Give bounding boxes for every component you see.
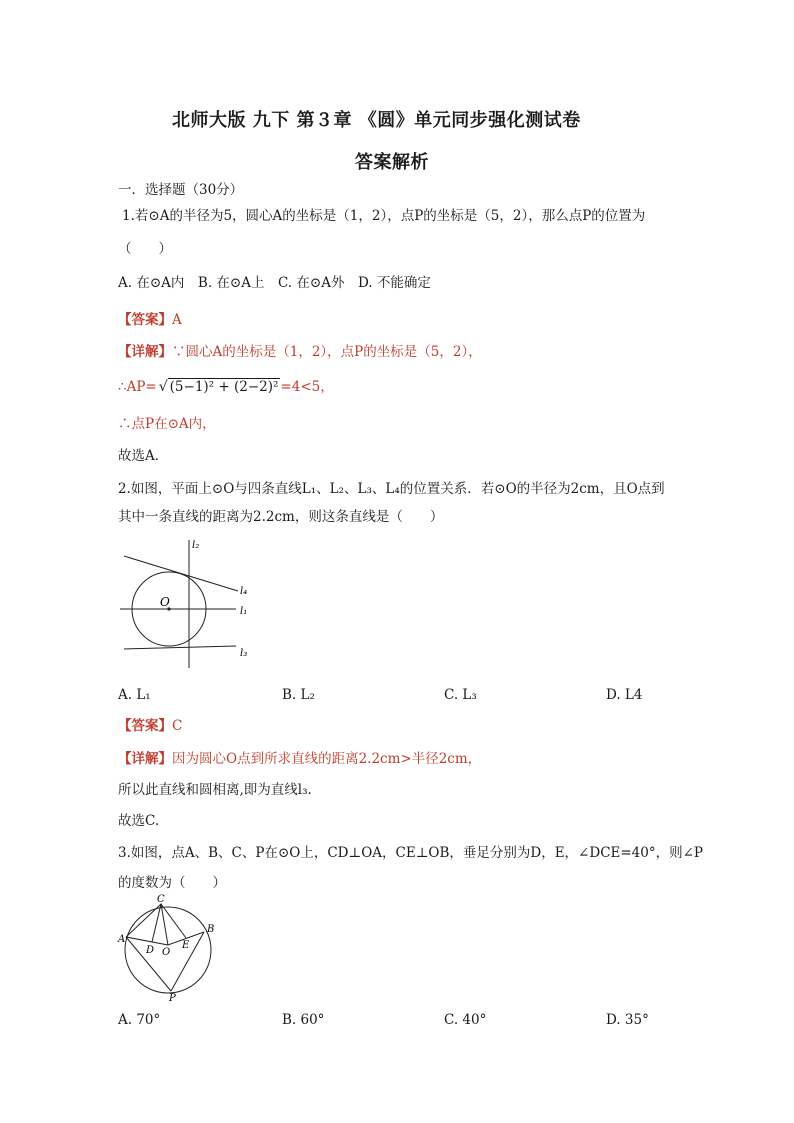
label-b: B (207, 924, 215, 935)
answer-value: C (172, 718, 183, 734)
q3-option-b: B. 60° (282, 1012, 325, 1028)
label-o: O (160, 595, 170, 609)
q1-stem-line1: 1.若⊙A的半径为5，圆心A的坐标是（1，2），点P的坐标是（5，2），那么点P的位置为 (122, 208, 646, 224)
answer-tag: 【答案】 (118, 312, 172, 328)
detail-text: 因为圆心O点到所求直线的距离2.2cm>半径2cm， (172, 751, 482, 767)
q3-stem-line1: 3.如图，点A、B、C、P在⊙O上，CD⊥OA，CE⊥OB，垂足分别为D，E，∠DCE=40°，则∠P (118, 845, 704, 861)
detail-suffix: =4<5， (280, 379, 334, 395)
q2-detail-line2: 所以此直线和圆相离,即为直线l₃. (118, 782, 312, 798)
detail-tag: 【详解】 (118, 751, 172, 767)
q3-figure (116, 892, 226, 1004)
section-heading: 一．选择题（30分） (118, 182, 244, 198)
q1-detail-line1 (118, 343, 482, 361)
q2-option-d: D. L4 (606, 687, 643, 703)
line-l3 (124, 646, 236, 649)
q3-stem-line2: 的度数为（ ） (118, 875, 226, 891)
q3-option-a: A. 70° (118, 1012, 161, 1028)
q1-stem-line2: （ ） (118, 241, 172, 257)
label-a: A (118, 934, 126, 945)
answer-tag: 【答案】 (118, 718, 172, 734)
label-l2: l₂ (192, 540, 200, 551)
page-subtitle: 答案解析 (355, 152, 429, 173)
q2-detail-line1 (118, 750, 481, 768)
label-c: C (157, 894, 165, 905)
q1-conclusion: 故选A． (118, 448, 169, 464)
q1-answer (118, 311, 182, 329)
detail-prefix: ∴AP= (118, 379, 157, 395)
q3-option-c: C. 40° (444, 1012, 487, 1028)
q2-conclusion: 故选C. (118, 813, 160, 829)
q1-detail-line3: ∴点P在⊙A内， (118, 416, 216, 432)
label-l4: l₄ (240, 586, 248, 597)
label-o: O (162, 947, 171, 958)
label-l1: l₁ (240, 606, 248, 617)
label-p: P (169, 993, 176, 1004)
line-l4 (124, 556, 238, 591)
label-l3: l₃ (240, 648, 248, 659)
q3-option-d: D. 35° (606, 1012, 649, 1028)
q2-figure (116, 534, 266, 674)
answer-value: A (172, 312, 182, 328)
q2-answer (118, 717, 182, 735)
page-title: 北师大版 九下 第３章 《圆》单元同步强化测试卷 (172, 110, 581, 131)
label-e: E (182, 940, 190, 951)
radical-sign: √ (158, 379, 168, 395)
radical-body: (5−1)² + (2−2)² (169, 379, 279, 395)
q2-option-c: C. L₃ (444, 687, 477, 703)
q2-stem-line1: 2.如图，平面上⊙O与四条直线L₁、L₂、L₃、L₄的位置关系．若⊙O的半径为2cm，且O点到 (118, 481, 665, 497)
detail-tag: 【详解】 (118, 344, 172, 360)
q2-option-b: B. L₂ (282, 687, 315, 703)
q2-stem-line2: 其中一条直线的距离为2.2cm，则这条直线是（ ） (118, 509, 444, 525)
label-d: D (146, 945, 155, 956)
detail-text: ∵圆心A的坐标是（1，2），点P的坐标是（5，2）， (172, 344, 482, 360)
q2-option-a: A. L₁ (118, 687, 151, 703)
q1-detail-line2 (118, 378, 334, 396)
q1-options: A. 在⊙A内 B. 在⊙A上 C. 在⊙A外 D. 不能确定 (118, 275, 431, 291)
